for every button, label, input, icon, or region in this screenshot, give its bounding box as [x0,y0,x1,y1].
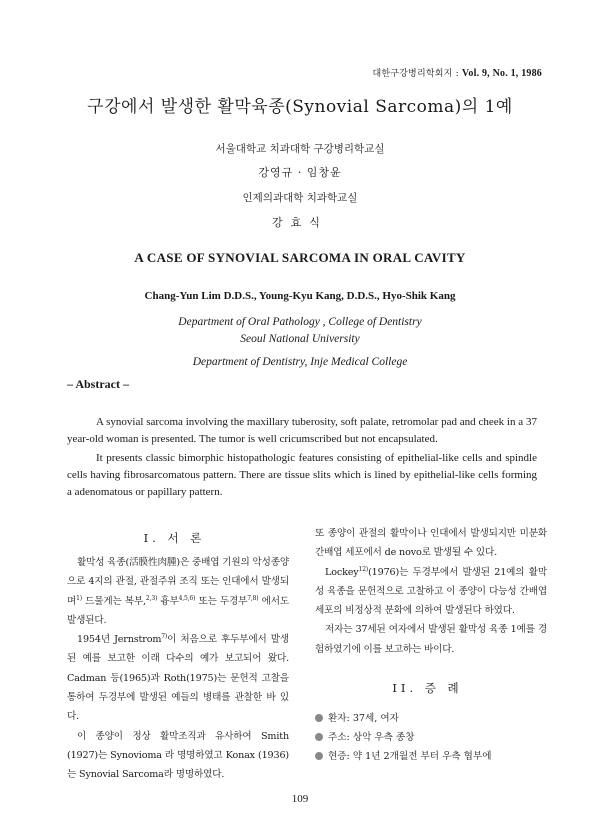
authors-english: Chang-Yun Lim D.D.S., Young-Kyu Kang, D.D.S., Hyo-Shik Kang [144,290,456,302]
column-left [67,553,289,785]
bullet-icon [315,714,323,722]
journal-name: 대한구강병리학회지 : [372,69,462,79]
abstract-paragraph-1: A synovial sarcoma involving the maxillary tuberosity, soft palate, retromolar pad and cheek in a 37 year-old woman is presented. The tumor is well cricumscribed but not encapsulated. [67,416,537,445]
affiliation-1: 서울대학교 치과대학 구강병리학교실 [215,143,385,155]
department-1-university: Seoul National University [240,333,360,345]
section-heading-introduction: I. 서 론 [143,531,206,545]
department-1: Department of Oral Pathology , College of Dentistry [178,316,422,328]
abstract-paragraph-2: It presents classic bimorphic histopathologic features consisting of epithelial-like cells and spindle cells having fibrosarcomatous pattern. There are tissue slits which is lined by epithelial-like cells forming a adenomatous or papillary pattern. [67,452,537,498]
intro-paragraph-5: Lockey$^{12)}$(1976)는 두경부에서 발생된 21예의 활막성 육종을 문헌적으로 고찰하고 이 종양이 다능성 간배엽세포의 비정상적 분화에 의하여 발생된다 하였다. [315,565,547,617]
bullet-icon [315,752,323,760]
journal-volume: Vol. 9, No. 1, 1986 [461,68,542,79]
title-english: A CASE OF SYNOVIAL SARCOMA IN ORAL CAVITY [134,250,466,265]
case-item-chief-complaint: 주소: 상악 우측 종창 [315,729,415,743]
authors-2: 강효식 [272,216,328,229]
intro-paragraph-4: 또 종양이 관절의 활막이나 인대에서 발생되지만 미분화 간배엽 세포에서 de novo로 발생될 수 있다. [315,528,547,559]
section-heading-case-report: II. 증 례 [392,681,463,695]
title-korean: 구강에서 발생한 활막육종(Synovial Sarcoma)의 1예 [87,97,513,117]
column-right [315,524,547,659]
journal-header [372,66,542,79]
bullet-icon [315,733,323,741]
intro-paragraph-1: 활막성 육종(活膜性肉腫)은 중배엽 기원의 악성종양으로 4지의 관절, 관절주위 조직 또는 인대에서 발생되며$^{1)}$ 드물게는 복부,$^{2,3)}$ 흉부$^{4,5,6)}$ 또는 두경부$^{7,8)}$ 에서도 발생된다. [67,557,289,626]
affiliation-2: 인제의과대학 치과학교실 [242,192,358,204]
case-item-present-illness: 현증: 약 1년 2개월전 부터 우측 협부에 [315,748,491,762]
intro-paragraph-2: 1954년 Jernstrom$^{7)}$이 처음으로 후두부에서 발생된 예를 보고한 이래 다수의 예가 보고되어 왔다. Cadman 등(1965)과 Roth(1975)는 문헌적 고찰을 통하여 두경부에 발생된 예들의 병태를 관찰한 바 있다. [67,633,289,723]
intro-paragraph-6: 저자는 37세된 여자에서 발생된 활막성 육종 1예를 경험하였기에 이를 보고하는 바이다. [315,624,547,655]
case-item-patient: 환자: 37세, 여자 [315,710,399,724]
department-2: Department of Dentistry, Inje Medical College [192,356,408,368]
abstract-heading: – Abstract – [67,377,129,391]
authors-1: 강영규 · 임창윤 [258,166,342,179]
intro-paragraph-3: 이 종양이 정상 활막조직과 유사하여 Smith (1927)는 Synovioma 라 명명하였고 Konax (1936)는 Synovial Sarcoma라 명명하였다. [67,730,289,781]
page-number: 109 [291,793,309,805]
